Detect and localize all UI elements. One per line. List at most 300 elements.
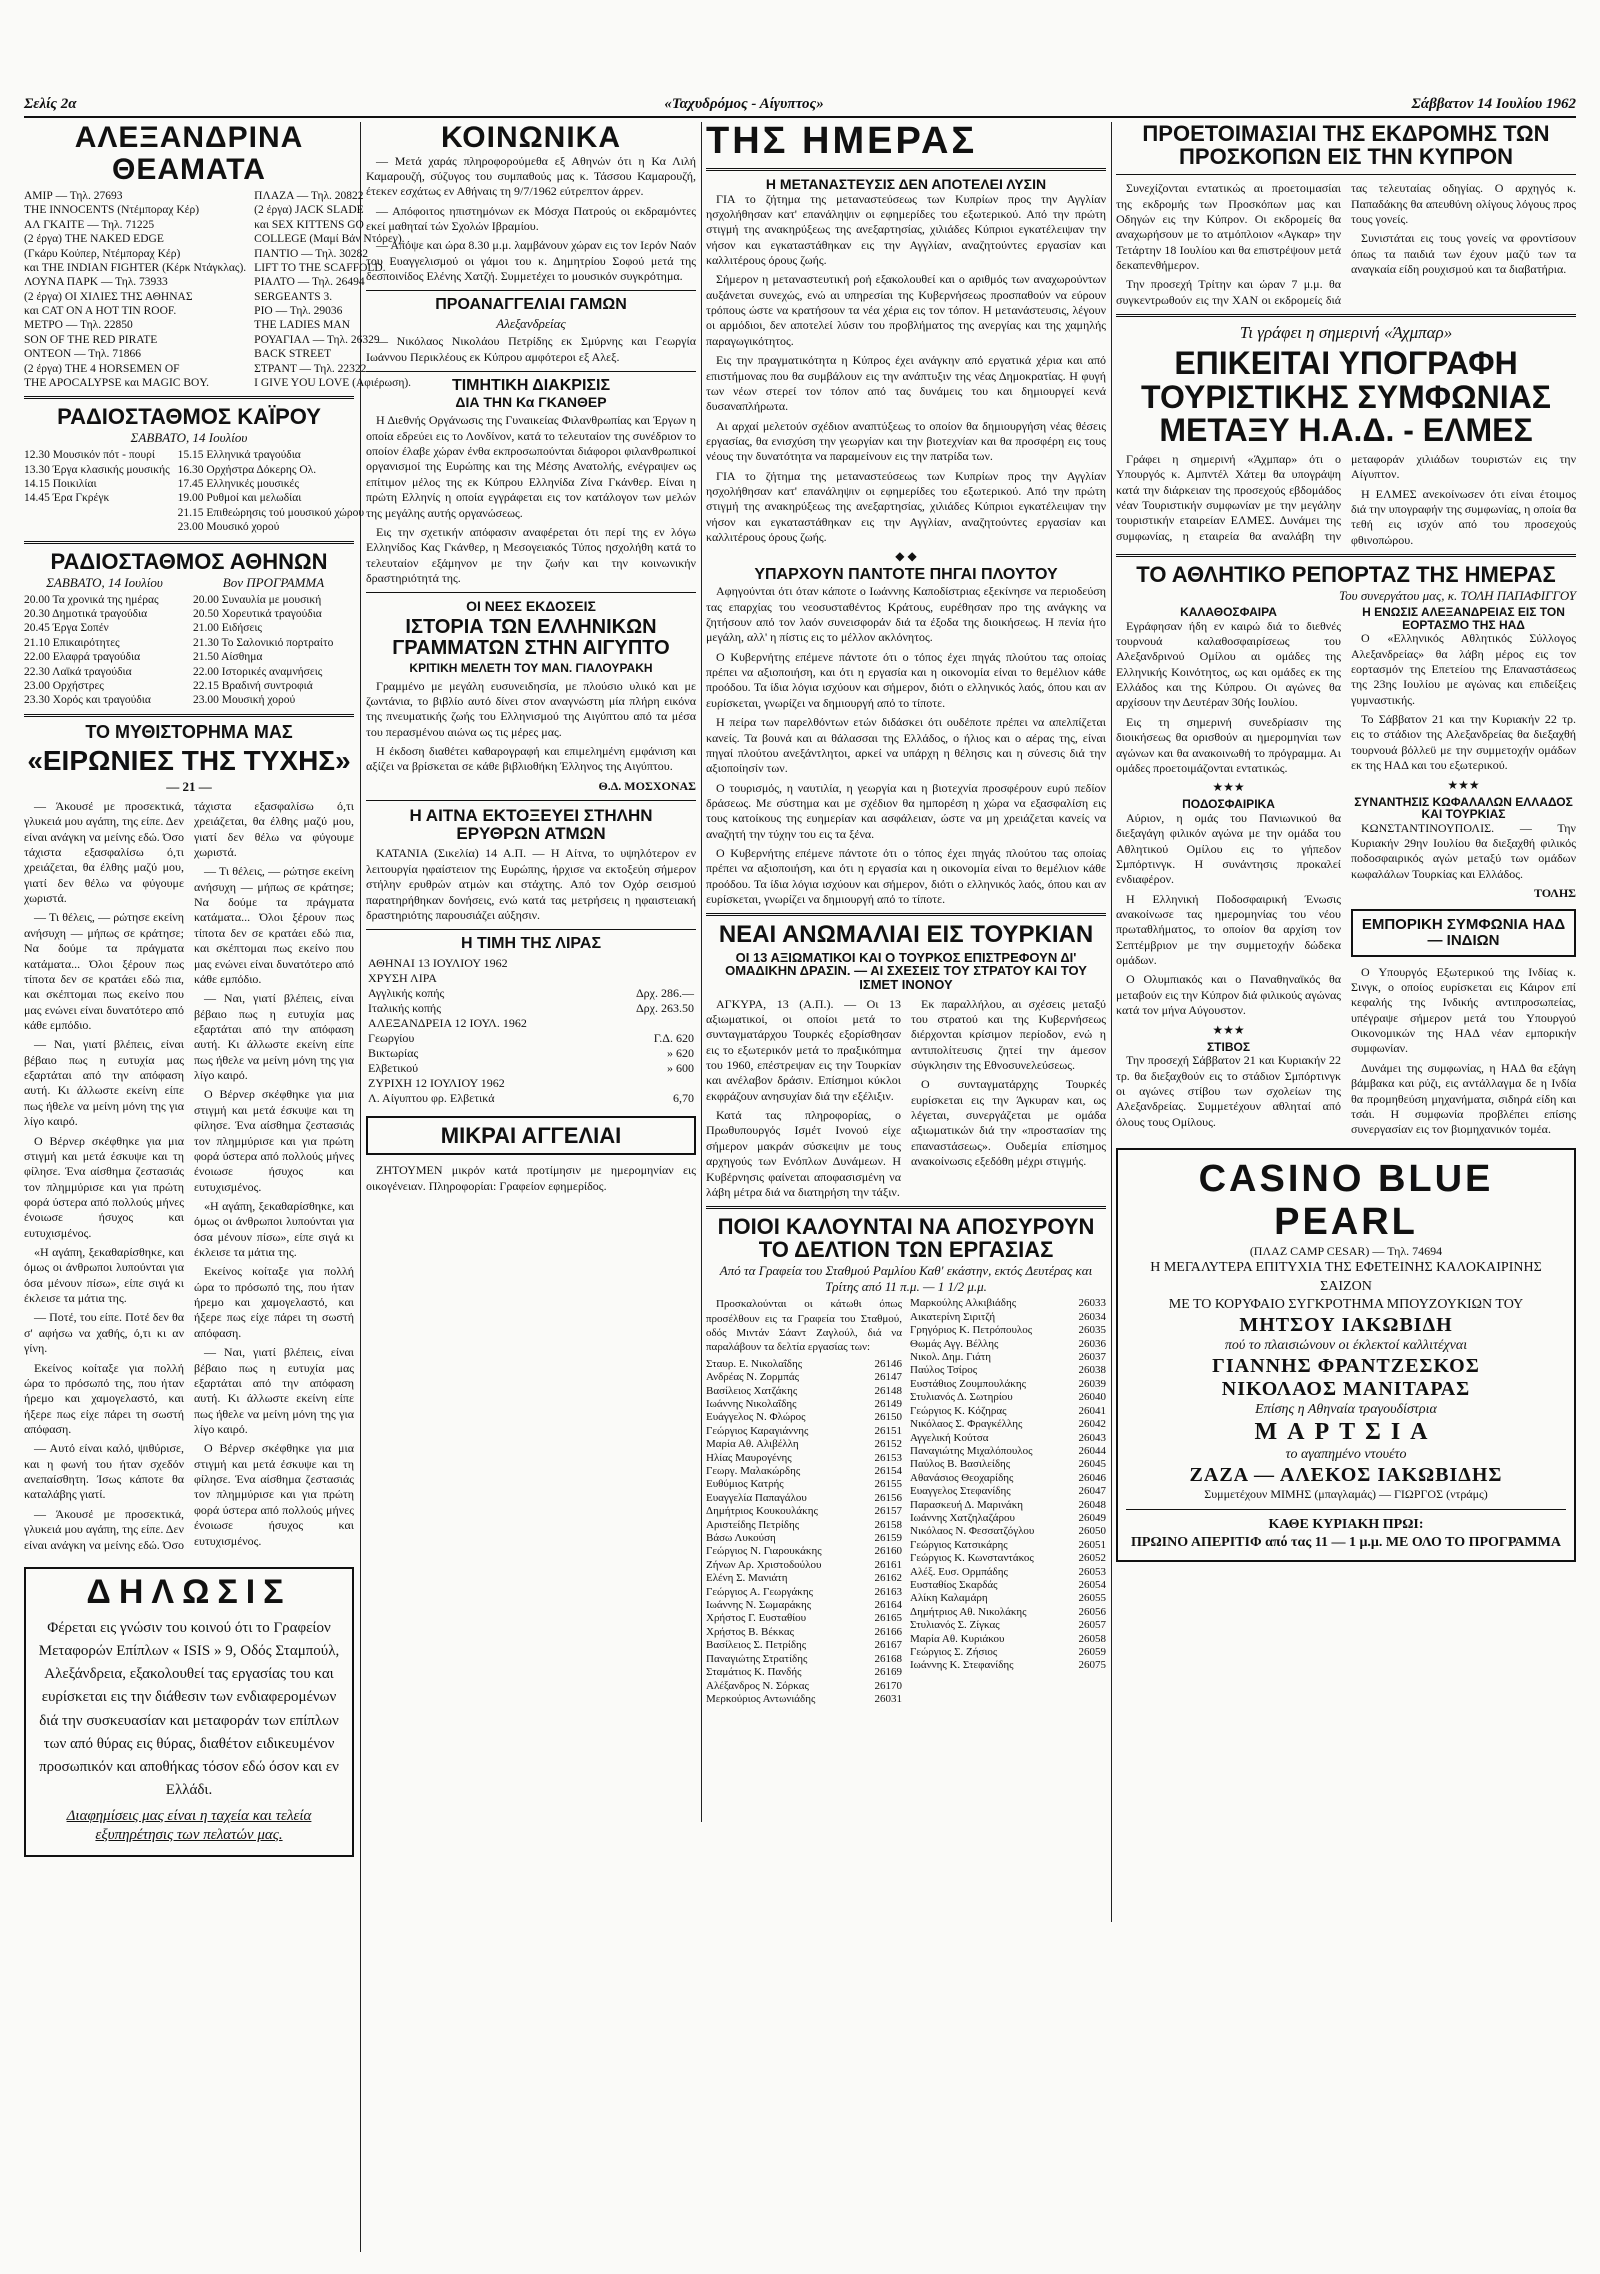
- theatre-line: LIFT TO THE SCAFFOLD.: [254, 261, 386, 274]
- card-number: 26051: [1078, 1538, 1106, 1551]
- person-name: Νικόλαος Σ. Φραγκέλλης: [910, 1418, 1023, 1431]
- list-item: [706, 1385, 902, 1398]
- paragraph: Ο Βέρνερ σκέφθηκε για μια στιγμή και μετά έσκυψε και τη φίλησε. Ένα αίσθημα ζεστασιάς τον πλημμύρισε και για πρώτη φορά ύστερα από πολλούς μήνες ένοιωσε ήσυχος και ευτυχισμένος.: [194, 1441, 354, 1548]
- card-number: 26054: [1078, 1578, 1106, 1591]
- person-name: Γεώργιος Κατσικάρης: [910, 1538, 1008, 1551]
- paragraph: Την προσεχή Τρίτην και ώραν 7 μ.μ. θα συγκεντρωθούν εις την ΧΑΝ οι εκδρομείς διά τας τελευταίας οδηγίας. Ο αρχηγός κ. Παπαδάκης θα απευθύνη ολίγους λόγους προς τους γονείς.: [1116, 181, 1576, 307]
- theatre-line: ΠΛΑΖΑ — Τηλ. 20822: [254, 190, 364, 202]
- separator-ornament: ★★★: [1212, 780, 1245, 795]
- paragraph: — Απόφοιτος ηπιστημόνων εκ Μόσχα Πατρούς οι εκδραμόντες εκεί μαθηταί τών Σχολών Ιβραμίου.: [366, 203, 696, 233]
- list-item: [706, 1492, 902, 1505]
- theatre-line: (2 έργα) ΟΙ ΧΙΛΙΕΣ ΤΗΣ ΑΘΗΝΑΣ: [24, 290, 193, 303]
- article-heading: ΥΠΑΡΧΟΥΝ ΠΑΝΤΟΤΕ ΠΗΓΑΙ ΠΛΟΥΤΟΥ: [754, 566, 1058, 584]
- theatre-line: ΡΟΥΑΓΙΑΛ — Τηλ. 26329: [254, 333, 380, 346]
- person-name: Αλίκη Καλαμάρη: [910, 1592, 988, 1605]
- person-name: Παρασκευή Δ. Μαρινάκη: [910, 1498, 1023, 1511]
- program-line: 15.15 Ελληνικά τραγούδια: [177, 449, 301, 462]
- paragraph: — Αυτό είναι καλό, ψιθύρισε, και η φωνή του ήταν σχεδόν ανεπαίσθητη. Ίσως κάποτε θα καταλάβης γιατί.: [24, 1441, 184, 1502]
- column-4: [1116, 122, 1576, 1922]
- table-row: [366, 1091, 696, 1106]
- paragraph: Ο Κυβερνήτης επέμενε πάντοτε ότι ο τόπος έχει πηγάς πλούτου τας οποίας πρέπει να αξιοποιήση, και ότι η εργασία και η οικονομία είναι το θεμέλιον κάθε προόδου. Τα ίδια λόγια ισχύουν και σήμερον, διότι ο ελληνικός λαός, όπου και αν ευρίσκεται, γνωρίζει να δημιουργή από το τίποτε.: [706, 846, 1106, 907]
- theatre-line: I GIVE YOU LOVE (Αφιέρωση).: [254, 376, 412, 389]
- list-item: [910, 1539, 1106, 1552]
- person-name: Δημήτριος Αθ. Νικολάκης: [910, 1605, 1027, 1618]
- gold-heading: Η ΤΙΜΗ ΤΗΣ ΛΙΡΑΣ: [460, 935, 602, 953]
- radio-athens-schedule: [24, 593, 354, 708]
- sports-byline: Του συνεργάτου μας, κ. ΤΟΛΗ ΠΑΠΑΦΙΓΓΟΥ: [1339, 588, 1576, 604]
- rate-value: Δρχ. 286.—: [635, 986, 694, 1001]
- paragraph: ΓΙΑ το ζήτημα της μεταναστεύσεως των Κυπρίων προς την Αγγλίαν ησχολήθησαν κατ' επανάληψιν οι εφημερίδες του εξωτερικού. Από την πρώτη στιγμή της ανακηρύξεως της ανεξαρτησίας, χιλιάδες Κύπριοι εγκατέλειψαν την νήσον και εγκαταστάθηκαν εις την Αγγλίαν, αναζητούντες εργασίαν και καλλιτέρους όρους ζωής.: [706, 468, 1106, 545]
- sports-subheading: Η ΕΝΩΣΙΣ ΑΛΕΞΑΝΔΡΕΙΑΣ ΕΙΣ ΤΟΝ ΕΟΡΤΑΣΜΟ ΤΗΣ ΗΑΔ: [1362, 605, 1565, 632]
- rate-value: [605, 956, 696, 971]
- radio-athens-date: ΣΑΒΒΑΤΟ, 14 Ιουλίου: [46, 574, 163, 590]
- list-item: [706, 1398, 902, 1411]
- paragraph: Σήμερον η μεταναστευτική ροή εξακολουθεί και ο αριθμός των αναχωρούντων αυξάνεται συνεχώς, ενώ αι υπηρεσίαι της Κυβερνήσεως προσπαθούν να εύρουν τρόπους ώστε να κρατήσουν τα νέα χέρια εις τον τόπον. Η μετανάστευσις, λέγουν οι αρμόδιοι, δεν αποτελεί λύσιν του προβλήματος της ανεργίας και της χαμηλής παραγωγικότητος.: [706, 272, 1106, 348]
- byline: Θ.Δ. ΜΟΣΧΟΝΑΣ: [598, 778, 696, 793]
- theatre-line: ΡΙΑΛΤΟ — Τηλ. 26494: [254, 276, 365, 289]
- separator-ornament: ◆ ◆: [895, 549, 917, 564]
- card-number: 26170: [874, 1679, 902, 1692]
- social-heading: ΚΟΙΝΩΝΙΚΑ: [440, 121, 621, 154]
- program-line: 23.00 Μουσικό χορού: [177, 521, 280, 534]
- paragraph: — Τι θέλεις, — ρώτησε εκείνη ανήσυχη — μήπως σε κράτησε; Να δούμε τα πράγματα κατάματα... Όλοι ξέρουν πως τίποτα δεν σε κρατάει εδώ πια, και σκέπτομαι πως εκείνο που μας ενώνει είναι δυνατότερο από κάθε εμπόδιο.: [24, 910, 184, 1032]
- sports-heading: ΤΟ ΑΘΛΗΤΙΚΟ ΡΕΠΟΡΤΑΖ ΤΗΣ ΗΜΕΡΑΣ: [1136, 562, 1556, 587]
- list-item: [910, 1499, 1106, 1512]
- card-number: 26075: [1078, 1659, 1106, 1672]
- program-line: 13.30 Έργα κλασικής μουσικής: [24, 463, 170, 476]
- casino-artist: ΝΙΚΟΛΑΟΣ ΜΑΝΙΤΑΡΑΣ: [1221, 1378, 1471, 1401]
- radio-athens-dates: [24, 573, 354, 593]
- list-item: [706, 1572, 902, 1585]
- paragraph: Ο συνταγματάρχης Τουρκές ευρίσκεται εις την Άγκυραν και, ως λέγεται, συνεργάζεται με ομάδα αξιωματικών διά την «προστασίαν της επαναστάσεως». Ουδεμία επίσημος ανακοίνωσις εξεδόθη μέχρι στιγμής.: [911, 1077, 1106, 1169]
- card-number: 26034: [1078, 1310, 1106, 1323]
- paragraph: Αύριον, η ομάς του Πανιωνικού θα διεξαγάγη φιλικόν αγώνα με την ομάδα του Αθλητικού Ομίλου εις το γήπεδον Σμπόρτινγκ. Η συνάντησις προκαλεί ενδιαφέρον.: [1116, 810, 1341, 887]
- card-number: 26159: [874, 1532, 902, 1545]
- list-item: [910, 1418, 1106, 1431]
- column-2: [366, 122, 696, 1792]
- card-number: 26031: [874, 1692, 902, 1705]
- card-number: 26040: [1078, 1391, 1106, 1404]
- program-line: 21.50 Αίσθημα: [193, 651, 263, 664]
- paragraph: ΚΑΤΑΝΙΑ (Σικελία) 14 Α.Π. — Η Αίτνα, το υψηλότερον εν λειτουργία ηφαίστειον της Ευρώπης, ήρχισε να εκτοξεύη σήμερον στήλην ερυθρών ατμών και στάχτης. Από τον Οχόρ σεισμού παρατηρήθηκαν δονήσεις, ενώ κατά τας μετρήσεις η ηφαιστειακή δραστηριότης παρουσιάζει αύξησιν.: [366, 846, 696, 922]
- casino-name: CASINO BLUE PEARL: [1198, 1157, 1494, 1243]
- rate-label: Λ. Αίγυπτου φρ. Ελβετικά: [368, 1091, 495, 1106]
- person-name: Παναγιώτης Στρατίδης: [706, 1652, 808, 1665]
- trade-heading-box: [1351, 909, 1576, 957]
- card-number: 26169: [874, 1666, 902, 1679]
- divider: [706, 1206, 1106, 1209]
- person-name: Αριστείδης Πετρίδης: [706, 1518, 800, 1531]
- rate-label: ΑΘΗΝΑΙ 13 ΙΟΥΛΙΟΥ 1962: [368, 956, 508, 971]
- theatre-line: και THE INDIAN FIGHTER (Κέρκ Ντάγκλας).: [24, 261, 247, 274]
- column-divider: [360, 122, 361, 2252]
- list-item: [910, 1351, 1106, 1364]
- program-line: 21.30 Το Σαλονικιό πορτραίτο: [193, 636, 334, 649]
- article-heading: Η ΜΕΤΑΝΑΣΤΕΥΣΙΣ ΔΕΝ ΑΠΟΤΕΛΕΙ ΛΥΣΙΝ: [765, 175, 1047, 192]
- paragraph: Κατά τας πληροφορίας, ο Πρωθυπουργός Ισμέτ Ινονού είχε σήμερον μακράν σύσκεψιν με τους αρχηγούς των Ενόπλων Δυνάμεων. Η Κυβέρνησις φαίνεται αποφασισμένη να λάβη μέτρα διά να διατηρήση την τάξιν.: [706, 1108, 901, 1199]
- program-line: 20.30 Δημοτικά τραγούδια: [24, 608, 148, 621]
- list-item: [910, 1659, 1106, 1672]
- radio-athens-heading: ΡΑΔΙΟΣΤΑΘΜΟΣ ΑΘΗΝΩΝ: [50, 548, 328, 574]
- paragraph: Εις την σχετικήν απόφασιν αναφέρεται ότι περί της εν λόγω Ελληνίδος Κας Γκάνθερ, η Μεσογειακός Τύπος ησχολήθη κατά το τελευταίον εξάμηνον με την ζωήν και την κοινωνικήν δραστηριότητά της.: [366, 524, 696, 585]
- card-number: 26052: [1078, 1552, 1106, 1565]
- paragraph: Συνεχίζονται εντατικώς αι προετοιμασίαι της εκδρομής των Προσκόπων μας και Οδηγών εις την Κύπρον. Οι εκδρομείς θα αναχωρήσουν με το ατμόπλοιον «Αγκαρ» την Τετάρτην 18 Ιουλίου και θα επιστρέψουν μετά δεκαπενθήμερον.: [1116, 181, 1341, 272]
- person-name: Παναγιώτης Μιχαλόπουλος: [910, 1444, 1033, 1457]
- declaration-footer: Διαφημίσεις μας είναι η ταχεία και τελεία εξυπηρέτησις των πελατών μας.: [66, 1807, 312, 1843]
- program-line: 20.45 Έργα Σοπέν: [24, 622, 109, 635]
- list-item: [706, 1478, 902, 1491]
- list-item: [910, 1445, 1106, 1458]
- list-item: [706, 1438, 902, 1451]
- labor-cards-list: [706, 1297, 1106, 1706]
- theatre-line: και SEX KITTENS GO: [254, 218, 364, 231]
- paragraph: Γράφει η σημερινή «Άχμπαρ» ότι ο Υπουργός κ. Αμπντέλ Χάτεμ θα υπογράψη κατά την διάρκειαν της προσεχούς εβδομάδος νέαν Τουριστικήν συμφωνίαν με την μεγάλην τουριστικήν εταιρείαν ΕΛΜΕΣ. Δυνάμει της συμφωνίας, η εταιρεία θα αναλάβη την μεταφοράν χιλιάδων τουριστών εις την Αίγυπτον.: [1116, 451, 1576, 543]
- paragraph: ΖΗΤΟΥΜΕΝ μικρόν κατά προτίμησιν με ημερομηνίαν εις οικογένειαν. Πληροφορίαι: Γραφείον εφημερίδος.: [366, 1163, 696, 1193]
- person-name: Γεωργ. Μαλακώρδης: [706, 1465, 801, 1477]
- paragraph: ΚΩΝΣΤΑΝΤΙΝΟΥΠΟΛΙΣ. — Την Κυριακήν 29ην Ιουλίου θα διεξαχθή φιλικός ποδοσφαιρικός αγών μεταξύ των ομάδων κωφαλάλων Τουρκίας και Ελλάδος.: [1351, 820, 1576, 881]
- list-item: [706, 1680, 902, 1693]
- casino-artist: ΜΑΡΤΣΙΑ: [1254, 1419, 1438, 1446]
- theatre-line: THE LADIES MAN: [254, 319, 350, 332]
- program-line: 23.30 Χορός και τραγούδια: [24, 694, 151, 707]
- list-item: [706, 1505, 902, 1518]
- casino-address: (ΠΛΑΖ CAMP CESAR) — Τηλ. 74694: [1249, 1243, 1443, 1258]
- radio-cairo-heading: ΡΑΔΙΟΣΤΑΘΜΟΣ ΚΑΪΡΟΥ: [57, 404, 321, 430]
- honors-subheading: ΔΙΑ ΤΗΝ Κα ΓΚΑΝΘΕΡ: [455, 393, 607, 410]
- card-number: 26168: [874, 1652, 902, 1665]
- list-item: [910, 1606, 1106, 1619]
- casino-line: Επίσης η Αθηναία τραγουδίστρια: [1255, 1402, 1437, 1418]
- person-name: Ευθύμιος Κατρής: [706, 1478, 784, 1491]
- rate-value: Δρχ. 263.50: [635, 1001, 694, 1016]
- scouts-text: [1116, 181, 1576, 308]
- card-number: 26044: [1078, 1444, 1106, 1457]
- table-row: [366, 1016, 696, 1031]
- radio-athens-program-label: Βον ΠΡΟΓΡΑΜΜΑ: [222, 574, 325, 590]
- rate-value: Γ.Δ. 620: [653, 1031, 694, 1046]
- card-number: 26157: [874, 1505, 902, 1518]
- person-name: Αικατερίνη Σιριτζή: [910, 1310, 996, 1323]
- paragraph: Αι αρχαί μελετούν σχέδιον αναπτύξεως το οποίον θα δημιουργήση νέας θέσεις εργασίας, θα ενισχύση την γεωργίαν και την βιοτεχνίαν και θα προσφέρη εις τους νέους την δυνατότητα να παραμείνουν εις την πατρίδα των.: [706, 418, 1106, 464]
- rate-value: [605, 1076, 696, 1091]
- card-number: 26152: [874, 1438, 902, 1451]
- program-line: 19.00 Ρυθμοί και μελωδίαι: [177, 492, 302, 505]
- table-row: [366, 956, 696, 971]
- person-name: Νικολ. Δημ. Γιάτη: [910, 1351, 992, 1364]
- person-name: Γεώργιος Κ. Κόζηρας: [910, 1404, 1007, 1417]
- theatre-line: ΛΟΥΝΑ ΠΑΡΚ — Τηλ. 73933: [24, 276, 168, 289]
- paragraph: Η Ελληνική Ποδοσφαιρική Ένωσις ανακοίνωσε τας ημερομηνίας του νέου πρωταθλήματος, το οποίον θα αρχίση τον Σεπτέμβριον με την συμμετοχήν δώδεκα ομάδων.: [1116, 891, 1341, 968]
- list-item: [910, 1525, 1106, 1538]
- theatre-line: (Γκάρυ Κούπερ, Ντέμποραχ Κέρ): [24, 247, 181, 260]
- sports-text: [1116, 606, 1576, 1138]
- paragraph: ΓΙΑ το ζήτημα της μεταναστεύσεως των Κυπρίων προς την Αγγλίαν ησχολήθησαν κατ' επανάληψιν οι εφημερίδες του εξωτερικού. Από την πρώτη στιγμή της ανακηρύξεως της ανεξαρτησίας, χιλιάδες Κύπριοι εγκατέλειψαν την νήσον και εγκαταστάθηκαν εις την Αγγλίαν, αναζητούντες εργασίαν και καλλιτέρους όρους ζωής.: [706, 191, 1106, 268]
- theatre-line: ΡΙΟ — Τηλ. 29036: [254, 305, 343, 317]
- divider: [706, 913, 1106, 916]
- engagements-city: Αλεξανδρείας: [496, 316, 566, 332]
- person-name: Ευαγγελος Στεφανίδης: [910, 1485, 1011, 1498]
- person-name: Ιωάννης Κ. Στεφανίδης: [910, 1659, 1014, 1672]
- engagements-heading: ΠΡΟΑΝΑΓΓΕΛΙΑΙ ΓΑΜΩΝ: [435, 296, 627, 314]
- program-line: 16.30 Ορχήστρα Δόκερης Ολ.: [177, 463, 317, 476]
- list-item: [706, 1559, 902, 1572]
- person-name: Γρηγόριος Κ. Πετρόπουλος: [910, 1324, 1033, 1337]
- rate-label: Ιταλικής κοπής: [368, 1001, 441, 1016]
- table-row: [366, 971, 696, 986]
- table-row: [366, 1061, 696, 1076]
- rate-label: Γεωργίου: [368, 1031, 415, 1046]
- person-name: Αθανάσιος Θεοχαρίδης: [910, 1471, 1014, 1484]
- list-item: [910, 1391, 1106, 1404]
- paragraph: Ο Βέρνερ σκέφθηκε για μια στιγμή και μετά έσκυψε και τη φίλησε. Ένα αίσθημα ζεστασιάς τον πλημμύρισε και για πρώτη φορά ύστερα από πολλούς μήνες ένοιωσε ήσυχος και ευτυχισμένος.: [24, 1133, 184, 1240]
- casino-headliner: ΜΗΤΣΟΥ ΙΑΚΩΒΙΔΗ: [1239, 1313, 1453, 1336]
- card-number: 26056: [1078, 1605, 1106, 1618]
- card-number: 26163: [874, 1585, 902, 1598]
- list-item: [706, 1532, 902, 1545]
- person-name: Βασίλειος Σ. Πετρίδης: [706, 1639, 807, 1652]
- gold-rates-table: [366, 956, 696, 1106]
- program-line: 14.45 Έρα Γκρέγκ: [24, 492, 110, 505]
- paragraph: Εγράφησαν ήδη εν καιρώ διά το διεθνές τουρνουά καλαθοσφαιρίσεως του Αλεξανδρινού Ομίλου αι ομάδες της Ελληνικής Κοινότητος, ως και ομάδες εκ της Ελλάδος και της Κύπρου. Οι αγώνες θα αρχίσουν την Δευτέραν 30ής Ιουλίου.: [1116, 618, 1341, 710]
- rate-label: Ελβετικού: [368, 1061, 419, 1076]
- rate-value: » 600: [667, 1061, 694, 1076]
- column-divider: [1111, 122, 1112, 1922]
- person-name: Ιωάννης Χατζηλαζάρου: [910, 1511, 1015, 1524]
- card-number: 26161: [874, 1558, 902, 1571]
- person-name: Γεώργιος Σ. Ζήσιος: [910, 1646, 998, 1658]
- rate-label: ΑΛΕΞΑΝΔΡΕΙΑ 12 ΙΟΥΛ. 1962: [368, 1016, 527, 1031]
- scouts-heading: ΠΡΟΕΤΟΙΜΑΣΙΑΙ ΤΗΣ ΕΚΔΡΟΜΗΣ ΤΩΝ ΠΡΟΣΚΟΠΩΝ ΕΙΣ ΤΗΝ ΚΥΠΡΟΝ: [1142, 121, 1550, 170]
- sports-subheading: ΚΑΛΑΘΟΣΦΑΙΡΑ: [1180, 605, 1277, 620]
- paragraph: Εις την πραγματικότητα η Κύπρος έχει ανάγκην από εργατικά χέρια και από επιστήμονας που θα συμβάλουν εις την ανάπτυξιν της νέας Δημοκρατίας. Η φυγή των νέων στερεί τον τόπον από τας δυνάμεις του και δημιουργεί κενά δυσαναπλήρωτα.: [706, 353, 1106, 414]
- person-name: Ηλίας Μαυρογένης: [706, 1451, 792, 1464]
- declaration-title: ΔΗΛΩΣΙΣ: [86, 1572, 292, 1611]
- casino-artist: ΖΑΖΑ — ΑΛΕΚΟΣ ΙΑΚΩΒΙΔΗΣ: [1189, 1464, 1503, 1487]
- divider: [366, 371, 696, 372]
- person-name: Γεώργιος Καραγιάννης: [706, 1424, 809, 1437]
- separator-ornament: ★★★: [1212, 1022, 1245, 1037]
- card-number: 26148: [874, 1384, 902, 1397]
- person-name: Θωμάς Αγγ. Βέλλης: [910, 1337, 999, 1350]
- list-item: [910, 1458, 1106, 1471]
- list-item: [706, 1666, 902, 1679]
- card-number: 26156: [874, 1491, 902, 1504]
- card-number: 26041: [1078, 1404, 1106, 1417]
- theatre-line: (2 έργα) JACK SLADE: [254, 204, 364, 217]
- book-title: ΙΣΤΟΡΙΑ ΤΩΝ ΕΛΛΗΝΙΚΩΝ ΓΡΑΜΜΑΤΩΝ ΣΤΗΝ ΑΙΓΥΠΤΟ: [392, 616, 670, 660]
- paragraph: — Ναι, γιατί βλέπεις, είναι βέβαιο πως η ευτυχία μας εξαρτάται από την απόφαση αυτή. Κι άλλωστε εκείνη είπε πως ήθελε να μείνη μόνη της για λίγο καιρό.: [24, 1037, 184, 1129]
- paragraph: Η ΕΛΜΕΣ ανεκοίνωσεν ότι είναι έτοιμος διά την υπογραφήν της συμφωνίας, η οποία θα τεθή εις ισχύν από του προσεχούς φθινοπώρου.: [1351, 486, 1576, 547]
- person-name: Μαρία Αθ. Κυριάκου: [910, 1632, 1005, 1645]
- person-name: Βάσω Λυκούση: [706, 1532, 776, 1545]
- paragraph: — Ποτέ, του είπε. Ποτέ δεν θα σ' αφήσω να χαθής, ό,τι κι αν γίνη.: [24, 1310, 184, 1356]
- list-item: [910, 1566, 1106, 1579]
- rate-value: [605, 971, 696, 986]
- list-item: [706, 1358, 902, 1371]
- list-item: [706, 1693, 902, 1706]
- card-number: 26164: [874, 1599, 902, 1612]
- list-item: [910, 1405, 1106, 1418]
- card-number: 26155: [874, 1478, 902, 1491]
- list-item: [910, 1364, 1106, 1377]
- card-number: 26158: [874, 1518, 902, 1531]
- rate-label: ΧΡΥΣΗ ΛΙΡΑ: [368, 971, 437, 986]
- list-item: [706, 1626, 902, 1639]
- sports-subheading: ΣΥΝΑΝΤΗΣΙΣ ΚΩΦΑΛΑΛΩΝ ΕΛΛΑΔΟΣ ΚΑΙ ΤΟΥΡΚΙΑΣ: [1354, 794, 1573, 822]
- person-name: Δημήτριος Κουκουλάκης: [706, 1505, 818, 1518]
- paragraph: «Η αγάπη, ξεκαθαρίσθηκε, και όμως οι άνθρωποι λυπούνται για όσα μένουν πίσω», είπε σιγά κι έκλεισε τα μάτια της.: [194, 1198, 354, 1260]
- divider: [1126, 1509, 1566, 1510]
- card-number: 26047: [1078, 1485, 1106, 1498]
- program-line: 21.10 Επικαιρότητες: [24, 636, 120, 649]
- divider: [366, 592, 696, 593]
- person-name: Αγγελική Κούτσα: [910, 1431, 989, 1444]
- program-line: 20.50 Χορευτικά τραγούδια: [193, 608, 322, 621]
- casino-artist: ΓΙΑΝΝΗΣ ΦΡΑΝΤΖΕΣΚΟΣ: [1212, 1355, 1480, 1378]
- person-name: Μαρία Αθ. Αλιβέλλη: [706, 1438, 799, 1451]
- list-item: [706, 1599, 902, 1612]
- card-number: 26055: [1078, 1592, 1106, 1605]
- divider: [1116, 314, 1576, 317]
- theatre-line: THE INNOCENTS (Ντέμποραχ Κέρ): [24, 204, 200, 217]
- person-name: Παύλος Β. Βασιλείδης: [910, 1458, 1011, 1471]
- program-line: 21.15 Επιθεώρησις τού μουσικού χώρου: [177, 506, 365, 519]
- card-number: 26151: [874, 1424, 902, 1437]
- paragraph: Ο Βέρνερ σκέφθηκε για μια στιγμή και μετά έσκυψε και τη φίλησε. Ένα αίσθημα ζεστασιάς τον πλημμύρισε και για πρώτη φορά ύστερα από πολλούς μήνες ένοιωσε ήσυχος και ευτυχισμένος.: [194, 1087, 354, 1194]
- casino-line: το αγαπημένο ντουέτο: [1285, 1447, 1407, 1463]
- casino-line: ΠΡΩΙΝΟ ΑΠΕΡΙΤΙΦ από τας 11 — 1 μ.μ. ΜΕ ΟΛΟ ΤΟ ΠΡΟΓΡΑΜΜΑ: [1131, 1535, 1561, 1551]
- person-name: Ευάγγελος Ν. Φλώρος: [706, 1411, 806, 1424]
- rate-label: Βικτωρίας: [368, 1046, 419, 1061]
- rate-value: » 620: [667, 1046, 694, 1061]
- card-number: 26149: [874, 1397, 902, 1410]
- table-row: [366, 1031, 696, 1046]
- page-header: [24, 96, 1576, 118]
- theatre-line: SON OF THE RED PIRATE: [24, 333, 158, 346]
- paragraph: Η πείρα των παρελθόντων ετών διδάσκει ότι ουδέποτε πρέπει να απελπίζεται κανείς. Τα βουνά και αι θάλασσαι της Ελλάδος, ο ήλιος και ο αέρας της, είναι πηγαί πλούτου ανεξάντλητοι, αρκεί να υπάρχη η θέλησις και η σύνεσις διά την αξιοποίησίν των.: [706, 715, 1106, 776]
- person-name: Χρήστος Β. Βέκκας: [706, 1625, 795, 1638]
- person-name: Στυλιανός Σ. Ζίγκας: [910, 1619, 1000, 1632]
- page-number: Σελίς 2α: [24, 96, 77, 112]
- list-item: [706, 1465, 902, 1478]
- rate-value: [605, 1016, 696, 1031]
- labor-cards-left: [706, 1297, 902, 1706]
- list-item: [910, 1378, 1106, 1391]
- casino-line: πού το πλαισιώνουν οι έκλεκτοί καλλιτέχναι: [1224, 1337, 1468, 1353]
- theatre-line: COLLEGE (Μαμί Βάν Ντόρεν).: [254, 233, 405, 246]
- theatre-line: ΣΤΡΑΝΤ — Τηλ. 22322: [254, 362, 367, 375]
- card-number: 26035: [1078, 1324, 1106, 1337]
- paragraph: — Μετά χαράς πληροφορούμεθα εξ Αθηνών ότι η Κα Λιλή Καμαρουζή, σύζυγος του συμπαθούς μας κ. Τάσσου Καμαρουζή, έτεκεν εσχάτως εν Αθήναις τη 9/7/1962 εύτρεπτον άρρεν.: [366, 153, 696, 199]
- person-name: Στυλιανός Δ. Σωτηρίου: [910, 1391, 1013, 1404]
- divider: [1116, 554, 1576, 557]
- program-line: 20.00 Συναυλία με μουσική: [193, 593, 322, 606]
- card-number: 26038: [1078, 1364, 1106, 1377]
- radio-cairo-right: [178, 448, 364, 534]
- program-line: 22.30 Λαϊκά τραγούδια: [24, 665, 132, 678]
- paragraph: Εις τη σημερινή συνεδρίασιν της διοικήσεως θα ορισθούν αι ημερομηνίαι των αγώνων και θα ανακοινωθή το πρόγραμμα. Αι ομάδες προετοιμάζονται εντατικώς.: [1116, 714, 1341, 775]
- card-number: 26036: [1078, 1337, 1106, 1350]
- person-name: Αλέξ. Ευσ. Ορμπάδης: [910, 1565, 1008, 1578]
- list-item: [910, 1646, 1106, 1659]
- program-line: 22.00 Ελαφρά τραγούδια: [24, 651, 141, 664]
- theatre-line: ΟΝΤΕΟΝ — Τηλ. 71866: [24, 348, 141, 361]
- theatre-line: ΠΑΝΤΙΟ — Τηλ. 30282: [254, 247, 368, 260]
- person-name: Παύλος Τσίρος: [910, 1364, 978, 1377]
- card-number: 26147: [874, 1371, 902, 1384]
- person-name: Ευαγγελία Παπαγάλου: [706, 1491, 807, 1504]
- list-item: [910, 1592, 1106, 1605]
- paragraph: Εκείνος κοίταξε για πολλή ώρα το πρόσωπό της, που ήταν ήρεμο και χαμογελαστό, και ήξερε πως είχε πάρει τη σωστή απόφαση.: [194, 1264, 354, 1340]
- program-line: 22.00 Ιστορικές αναμνήσεις: [193, 665, 323, 678]
- list-item: [706, 1545, 902, 1558]
- casino-line: ΜΕ ΤΟ ΚΟΡΥΦΑΙΟ ΣΥΓΚΡΟΤΗΜΑ ΜΠΟΥΖΟΥΚΙΩΝ ΤΟΥ: [1168, 1296, 1524, 1312]
- theatre-line: (2 έργα) THE NAKED EDGE: [24, 233, 164, 246]
- card-number: 26049: [1078, 1511, 1106, 1524]
- paragraph: Ο «Ελληνικός Αθλητικός Σύλλογος Αλεξανδρείας» θα λάβη μέρος εις τον εορτασμόν της Επετείου της Επαναστάσεως της 23ης Ιουλίου με αγώνας και επιδείξεις γυμναστικής.: [1351, 631, 1576, 707]
- program-line: 23.00 Ορχήστρες: [24, 679, 104, 692]
- labor-cards-heading: ΠΟΙΟΙ ΚΑΛΟΥΝΤΑΙ ΝΑ ΑΠΟΣΥΡΟΥΝ ΤΟ ΔΕΛΤΙΟΝ ΤΩΝ ΕΡΓΑΣΙΑΣ: [717, 1214, 1095, 1263]
- novel-text: [24, 799, 354, 1553]
- person-name: Ανδρέας Ν. Ζορμπάς: [706, 1371, 799, 1384]
- classifieds-heading: ΜΙΚΡΑΙ ΑΓΓΕΛΙΑΙ: [440, 1123, 622, 1149]
- paragraph: «Η αγάπη, ξεκαθαρίσθηκε, και όμως οι άνθρωποι λυπούνται για όσα μένουν πίσω», είπε σιγά κι έκλεισε τα μάτια της.: [24, 1245, 184, 1306]
- person-name: Σταμάτιος Κ. Πανδής: [706, 1666, 802, 1679]
- theatres-list: [24, 189, 412, 390]
- program-line: 20.00 Τα χρονικά της ημέρας: [24, 593, 159, 606]
- casino-line: ΚΑΘΕ ΚΥΡΙΑΚΗ ΠΡΩΙ:: [1268, 1517, 1424, 1533]
- paragraph: — Απόψε και ώρα 8.30 μ.μ. λαμβάνουν χώραν εις τον Ιερόν Ναόν του Ευαγγελισμού οι γάμοι του κ. Δημητρίου Σοφού μετά της δεσποινίδος Ελένης Χατζή. Συμμετέχει το μουσικόν συγκρότημα.: [366, 238, 696, 284]
- radio-cairo-left: [24, 448, 170, 534]
- theatre-line: ΑΜΙΡ — Τηλ. 27693: [24, 190, 123, 202]
- card-number: 26039: [1078, 1377, 1106, 1390]
- akhbar-label: Τι γράφει η σημερινή «Άχμπαρ»: [1239, 323, 1453, 343]
- list-item: [910, 1311, 1106, 1324]
- card-number: 26160: [874, 1545, 902, 1558]
- turkey-subheading: ΟΙ 13 ΑΞΙΩΜΑΤΙΚΟΙ ΚΑΙ Ο ΤΟΥΡΚΟΣ ΕΠΙΣΤΡΕΦΟΥΝ ΔΙ' ΟΜΑΔΙΚΗΝ ΔΡΑΣΙΝ. — ΑΙ ΣΧΕΣΕΙΣ ΤΟΥ ΣΤΡΑΤΟΥ ΚΑΙ ΤΟΥ ΙΣΜΕΤ ΙΝΟΝΟΥ: [725, 949, 1087, 992]
- separator-ornament: ★★★: [1447, 777, 1480, 792]
- theatre-line: BACK STREET: [254, 348, 332, 361]
- program-line: 22.15 Βραδινή συντροφιά: [193, 679, 313, 692]
- list-item: [910, 1552, 1106, 1565]
- paragraph: Η Διεθνής Οργάνωσις της Γυναικείας Φιλανθρωπίας και Έργων η οποία εδρεύει εις το Λονδίνον, κατά το τελευταίον της συνέδριον το οποίον έλαβε χώραν ένθα εκπροσωπούνται διάφοροι φιλανθρωπικοί οργανισμοί της Ευρώπης και της Μέσης Ανατολής, ενέγραψεν ως επίτιμον μέλος της εκ Κύπρου Ελληνίδα Ζίνα Γκάνθερ. Είναι η πρώτη Ελληνίς η οποία εγγράφεται εις τον κατάλογον των μελών της μεγάλης αυτής οργανώσεως.: [366, 413, 696, 520]
- paragraph: Συνιστάται εις τους γονείς να φροντίσουν όπως τα παιδιά των έχουν μαζύ των τα αναγκαία είδη ρουχισμού και τα διαβατήρια.: [1351, 231, 1576, 276]
- rate-label: Αγγλικής κοπής: [368, 986, 445, 1001]
- theatre-line: ΜΕΤΡΟ — Τηλ. 22850: [24, 319, 133, 332]
- casino-line: Συμμετέχουν ΜΙΜΗΣ (μπαγλαμάς) — ΓΙΩΡΓΟΣ (ντράμς): [1204, 1487, 1488, 1502]
- akhbar-headline: ΕΠΙΚΕΙΤΑΙ ΥΠΟΓΡΑΦΗ ΤΟΥΡΙΣΤΙΚΗΣ ΣΥΜΦΩΝΙΑΣ ΜΕΤΑΞΥ Η.Α.Δ. - ΕΛΜΕΣ: [1141, 345, 1551, 449]
- card-number: 26045: [1078, 1458, 1106, 1471]
- byline: ΤΟΛΗΣ: [1533, 886, 1576, 901]
- classifieds-box: [366, 1116, 696, 1155]
- paragraph: Ο Ολυμπιακός και ο Παναθηναϊκός θα μεταβούν εις την Κύπρον διά φιλικούς αγώνας κατά τον μήνα Αύγουστον.: [1116, 972, 1341, 1018]
- list-item: [706, 1639, 902, 1652]
- paragraph: Αφηγούνται ότι όταν κάποτε ο Ιωάννης Καποδίστριας εξεκίνησε να περιοδεύση τας επαρχίας του νεοσυσταθέντος Κράτους, ευρέθησαν προ της ανάγκης να ζητήσουν από τον λαόν συνεισφοράν διά τα έξοδα της διοικήσεως. Η πενία ήτο μεγάλη, αλλ' η πίστις εις το μέλλον ακλόνητος.: [706, 584, 1106, 645]
- rate-label: ΖΥΡΙΧΗ 12 ΙΟΥΛΙΟΥ 1962: [368, 1076, 505, 1091]
- honors-heading: ΤΙΜΗΤΙΚΗ ΔΙΑΚΡΙΣΙΣ: [451, 376, 611, 394]
- paragraph: — Τι θέλεις, — ρώτησε εκείνη ανήσυχη — μήπως σε κράτησε; Να δούμε τα πράγματα κατάματα... Όλοι ξέρουν πως τίποτα δεν σε κρατάει εδώ πια, και σκέπτομαι πως εκείνο που μας ενώνει είναι δυνατότερο από κάθε εμπόδιο.: [194, 864, 354, 986]
- theatre-line: ΑΛ ΓΚΑΙΤΕ — Τηλ. 71225: [24, 218, 155, 231]
- card-number: 26153: [874, 1451, 902, 1464]
- person-name: Ιωάννης Ν. Σωμαράκης: [706, 1599, 812, 1612]
- declaration-text: Φέρεται εις γνώσιν του κοινού ότι το Γραφείον Μεταφορών Επίπλων « ISIS » 9, Οδός Σταμπούλ, Αλεξάνδρεια, εξακολουθεί τας εργασίας του και ευρίσκεται εις την διάθεσιν των ενδιαφερομένων διά την συσκευασίαν και μεταφοράν των επίπλων των από θύρας εις θύρας, διαθέτον ειδικευμένον προσωπικόν και αποθήκας τόσον εδώ όσον και εν Ελλάδι.: [38, 1619, 340, 1799]
- trade-heading: ΕΜΠΟΡΙΚΗ ΣΥΜΦΩΝΙΑ ΗΑΔ — ΙΝΔΙΩΝ: [1361, 916, 1566, 949]
- person-name: Γεώργιος Α. Γεωργάκης: [706, 1585, 813, 1598]
- etna-heading: Η ΑΙΤΝΑ ΕΚΤΟΞΕΥΕΙ ΣΤΗΛΗΝ ΕΡΥΘΡΩΝ ΑΤΜΩΝ: [409, 805, 653, 843]
- paragraph: — Άκουσέ με προσεκτικά, γλυκειά μου αγάπη, της είπε. Δεν είναι ανάγκη να μείνης εδώ. Όσο τάχιστα εξασφαλίσω ό,τι χρειάζεται, θα έλθης μαζύ μου, γιατί δεν θέλω να φύγουμε χωριστά.: [24, 798, 184, 906]
- paragraph: — Ναι, γιατί βλέπεις, είναι βέβαιο πως η ευτυχία μας εξαρτάται από την απόφαση αυτή. Κι άλλωστε εκείνη είπε πως ήθελε να μείνη μόνη της για λίγο καιρό.: [194, 991, 354, 1083]
- theatre-line: THE APOCALYPSE και MAGIC BOY.: [24, 376, 210, 389]
